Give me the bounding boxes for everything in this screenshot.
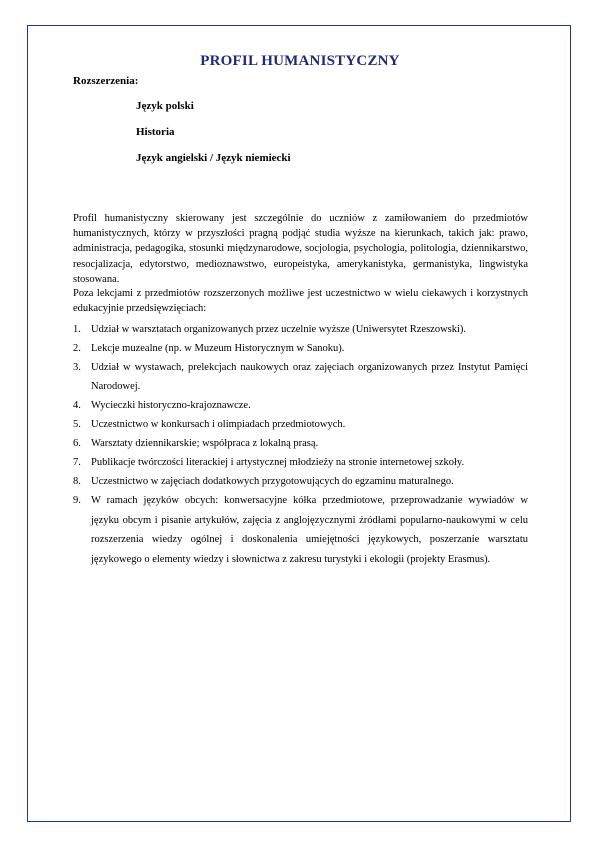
list-item-number: 8. (73, 476, 81, 487)
list-item-number: 3. (73, 362, 81, 373)
list-item (73, 396, 528, 415)
extensions-label: Rozszerzenia: (73, 75, 139, 87)
list-item-text: Warsztaty dziennikarskie; współpraca z lokalną prasą. (91, 438, 319, 449)
list-item-number: 5. (73, 419, 81, 430)
subject-item: Język polski (136, 100, 194, 112)
list-item-text: Uczestnictwo w zajęciach dodatkowych przygotowujących do egzaminu maturalnego. (91, 476, 454, 487)
list-item-text: Udział w warsztatach organizowanych przez uczelnie wyższe (Uniwersytet Rzeszowski). (91, 324, 467, 335)
opportunities-paragraph: Poza lekcjami z przedmiotów rozszerzonych możliwe jest uczestnictwo w wielu ciekawych i korzystnych edukacyjnie przedsięwzięciach: (73, 288, 528, 315)
list-item-number: 2. (73, 343, 81, 354)
list-item-text: Lekcje muzealne (np. w Muzeum Historycznym w Sanoku). (91, 343, 345, 354)
list-item-number: 1. (73, 324, 81, 335)
subject-item: Historia (136, 126, 175, 138)
subject-list (136, 100, 291, 178)
list-item-text: Udział w wystawach, prelekcjach naukowych oraz zajęciach organizowanych przez Instytut Pamięci Narodowej. (91, 362, 528, 392)
list-item (73, 320, 528, 339)
list-item (73, 415, 528, 434)
list-item (73, 339, 528, 358)
list-item (73, 491, 528, 569)
subject-item: Język angielski / Język niemiecki (136, 152, 291, 164)
list-item (73, 453, 528, 472)
list-item-text: Wycieczki historyczno-krajoznawcze. (91, 400, 251, 411)
list-item-number: 4. (73, 400, 81, 411)
list-item-number: 7. (73, 457, 81, 468)
page-title: PROFIL HUMANISTYCZNY (200, 53, 400, 69)
list-item-text: W ramach języków obcych: konwersacyjne kółka przedmiotowe, przeprowadzanie wywiadów w języku obcym i pisanie artykułów, zajęcia z anglojęzycznymi źródłami popularno-naukowymi w celu rozszerzenia wiedzy ogólnej i doskonalenia umiejętności językowych, poszerzanie warsztatu językowego o elementy wiedzy i słownictwa z zakresu turystyki i ekologii (projekty Erasmus). (91, 495, 528, 565)
list-item (73, 472, 528, 491)
list-item-number: 9. (73, 495, 81, 506)
list-item (73, 358, 528, 396)
list-item-number: 6. (73, 438, 81, 449)
list-item-text: Uczestnictwo w konkursach i olimpiadach przedmiotowych. (91, 419, 346, 430)
list-item-text: Publikacje twórczości literackiej i artystycznej młodzieży na stronie internetowej szkoły. (91, 457, 465, 468)
intro-paragraph: Profil humanistyczny skierowany jest szczególnie do uczniów z zamiłowaniem do przedmiotów humanistycznych, którzy w przyszłości pragną podjąć studia wyższe na kierunkach, takich jak: prawo, administracja, pedagogika, stosunki międzynarodowe, socjologia, psychologia, politologia, dziennikarstwo, resocjalizacja, edytorstwo, medioznawstwo, europeistyka, amerykanistyka, germanistyka, lingwistyka stosowana. (73, 213, 528, 285)
activities-list (73, 320, 528, 569)
list-item (73, 434, 528, 453)
